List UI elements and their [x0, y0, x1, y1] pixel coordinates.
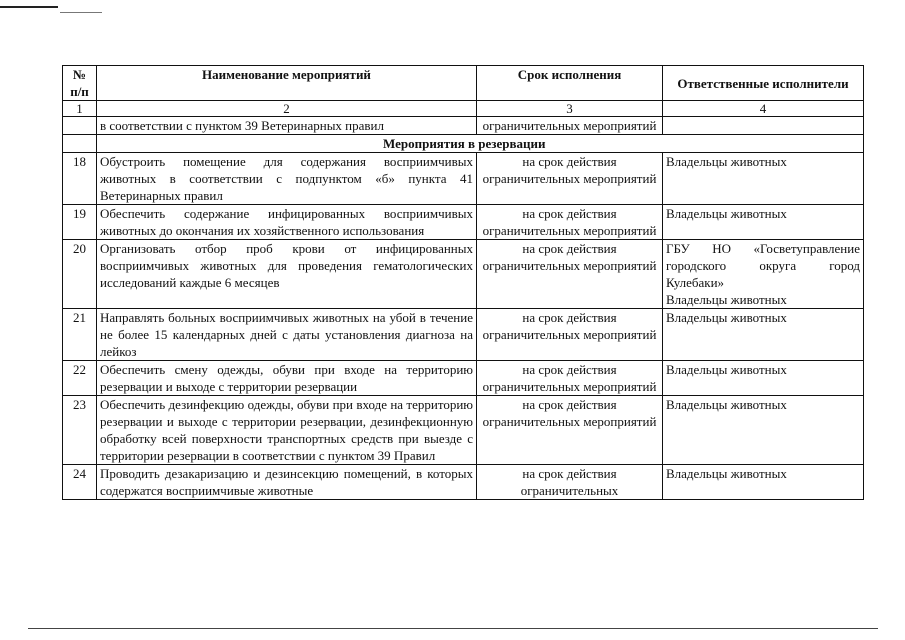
measure-term: на срок действия ограничительных мероприятий: [477, 240, 663, 309]
responsible-party: Владельцы животных: [666, 292, 787, 307]
table-row: [63, 361, 864, 396]
responsible-party: ГБУ НО «Госветуправление городского округа город Кулебаки»: [666, 241, 860, 290]
column-number: 1: [63, 101, 97, 117]
measure-term: на срок действия ограничительных мероприятий: [477, 205, 663, 240]
measure-term: на срок действия ограничительных мероприятий: [477, 361, 663, 396]
measure-name: Направлять больных восприимчивых животных на убой в течение не более 15 календарных дней с даты установления диагноза на лейкоз: [97, 309, 477, 361]
column-number: 3: [477, 101, 663, 117]
responsible-party: Владельцы животных: [666, 362, 787, 377]
section-row: [63, 135, 864, 153]
header-term: Срок исполнения: [477, 66, 663, 101]
column-number: 2: [97, 101, 477, 117]
measure-responsible: [663, 240, 864, 309]
measure-term: ограничительных мероприятий: [477, 117, 663, 135]
header-name: Наименование мероприятий: [97, 66, 477, 101]
row-number: 21: [63, 309, 97, 361]
table-row: [63, 240, 864, 309]
scan-mark-bottom: [28, 628, 878, 629]
section-title: Мероприятия в резервации: [97, 135, 864, 153]
header-num: № п/п: [63, 66, 97, 101]
row-number: 23: [63, 396, 97, 465]
measures-table: [62, 65, 864, 500]
measure-responsible: [663, 117, 864, 135]
continuation-row: [63, 117, 864, 135]
row-number: 18: [63, 153, 97, 205]
responsible-party: Владельцы животных: [666, 397, 787, 412]
scan-mark-top: [60, 12, 102, 13]
header-resp: Ответственные исполнители: [663, 66, 864, 101]
table-row: [63, 153, 864, 205]
measure-term: на срок действия ограничительных мероприятий: [477, 153, 663, 205]
measure-term: на срок действия ограничительных мероприятий: [477, 309, 663, 361]
table-row: [63, 396, 864, 465]
scan-mark-top-left: [0, 6, 58, 8]
measure-name: Обеспечить смену одежды, обуви при входе на территорию резервации и выходе с территории резервации: [97, 361, 477, 396]
measure-name: Организовать отбор проб крови от инфицированных восприимчивых животных для проведения гематологических исследований каждые 6 месяцев: [97, 240, 477, 309]
measure-term: на срок действия ограничительных мероприятий: [477, 396, 663, 465]
row-number: [63, 135, 97, 153]
measure-responsible: [663, 153, 864, 205]
responsible-party: Владельцы животных: [666, 154, 787, 169]
table-row: [63, 205, 864, 240]
responsible-party: Владельцы животных: [666, 310, 787, 325]
table-row: [63, 465, 864, 500]
table-header-row: [63, 66, 864, 101]
measure-responsible: [663, 205, 864, 240]
row-number: 20: [63, 240, 97, 309]
column-number-row: [63, 101, 864, 117]
measure-name: Обустроить помещение для содержания восприимчивых животных в соответствии с подпунктом «б» пункта 41 Ветеринарных правил: [97, 153, 477, 205]
measure-name: Проводить дезакаризацию и дезинсекцию помещений, в которых содержатся восприимчивые животные: [97, 465, 477, 500]
row-number: 19: [63, 205, 97, 240]
measure-responsible: [663, 309, 864, 361]
measure-name: Обеспечить дезинфекцию одежды, обуви при входе на территорию резервации и выходе с территории резервации, дезинфекционную обработку всей поверхности транспортных средств при выезде с территории резервации в соответствии с пунктом 39 Правил: [97, 396, 477, 465]
responsible-party: Владельцы животных: [666, 206, 787, 221]
row-number: [63, 117, 97, 135]
measure-term: на срок действия ограничительных: [477, 465, 663, 500]
measure-responsible: [663, 465, 864, 500]
column-number: 4: [663, 101, 864, 117]
measure-responsible: [663, 361, 864, 396]
table-row: [63, 309, 864, 361]
measure-responsible: [663, 396, 864, 465]
measure-name: Обеспечить содержание инфицированных восприимчивых животных до окончания их хозяйственного использования: [97, 205, 477, 240]
measure-name: в соответствии с пунктом 39 Ветеринарных правил: [97, 117, 477, 135]
row-number: 24: [63, 465, 97, 500]
responsible-party: Владельцы животных: [666, 466, 787, 481]
row-number: 22: [63, 361, 97, 396]
